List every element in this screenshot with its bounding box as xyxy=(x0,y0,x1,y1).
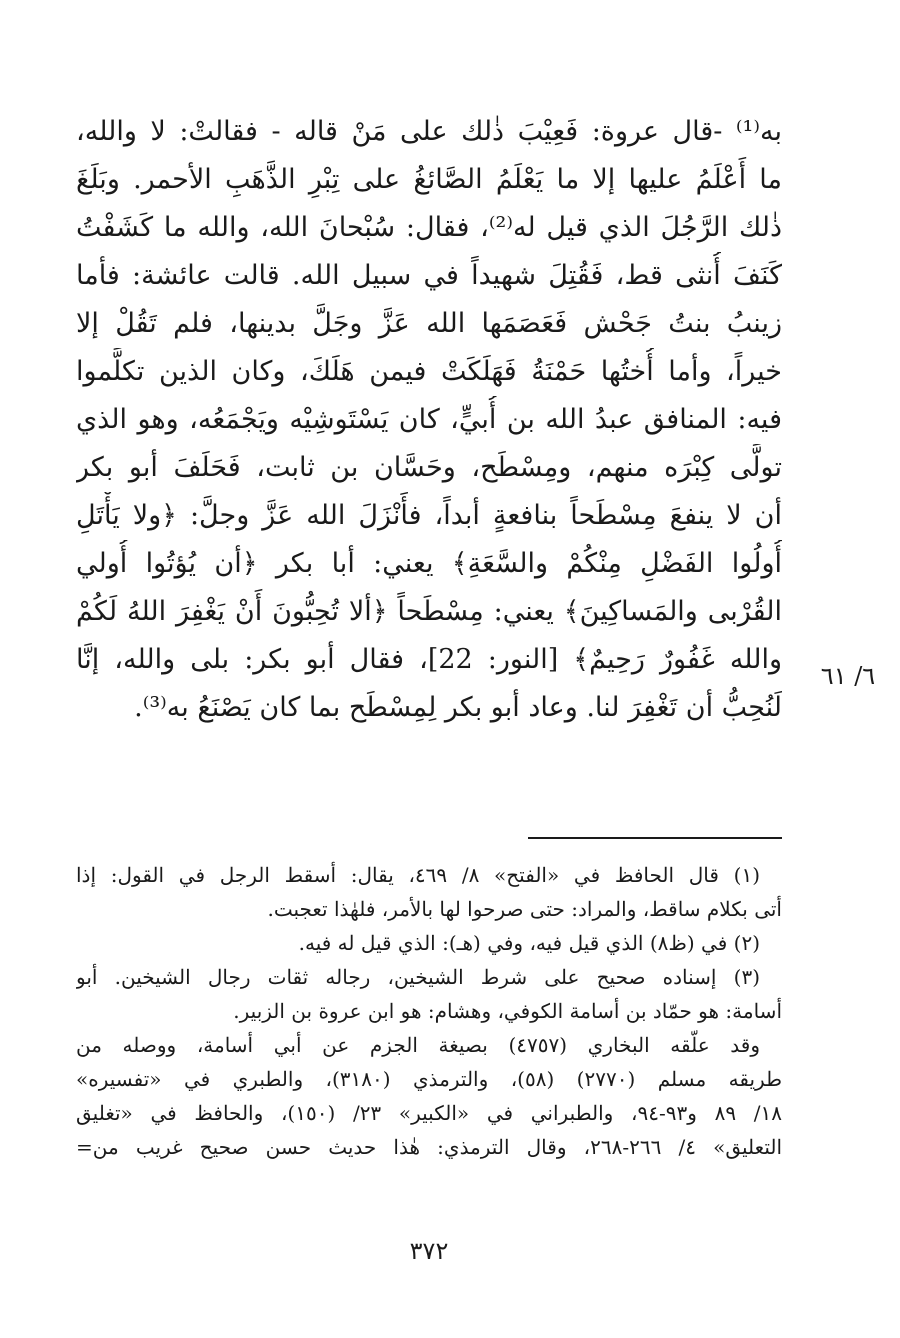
main-text-line: أن لا ينفعَ مِسْطَحاً بنافعةٍ أبداً، فأَنْزَلَ الله عَزَّ وجلَّ: ﴿ولا يَأْتَلِ xyxy=(76,500,782,531)
main-text-line: لَنُحِبُّ أن تَغْفِرَ لنا. وعاد أبو بكر لِمِسْطَح بما كان يَصْنَعُ به⁽³⁾. xyxy=(134,692,782,723)
footnote-separator xyxy=(528,837,782,839)
main-text-line: القُرْبى والمَساكِينَ﴾ يعني: مِسْطَحاً ﴿ألا تُحِبُّونَ أَنْ يَغْفِرَ اللهُ لَكُمْ xyxy=(76,596,782,627)
main-text-line: زينبُ بنتُ جَحْش فَعَصَمَها الله عَزَّ وجَلَّ بدينها، فلم تَقُلْ إلا xyxy=(76,308,782,339)
main-text-body xyxy=(76,108,782,732)
main-text-line: والله غَفُورٌ رَحِيمٌ﴾ [النور: 22]، فقال أبو بكر: بلى والله، إنَّا xyxy=(76,644,782,675)
footnote-line: (١) قال الحافظ في «الفتح» ٨/ ٤٦٩، يقال: أسقط الرجل في القول: إذا xyxy=(76,863,760,887)
footnote-line: ١٨/ ٨٩ و٩٣-٩٤، والطبراني في «الكبير» ٢٣/ (١٥٠)، والحافظ في «تغليق xyxy=(76,1101,782,1125)
main-text-line: كَنَفَ أُنثى قط، فَقُتِلَ شهيداً في سبيل الله. قالت عائشة: فأما xyxy=(76,260,782,291)
footnote-line: التعليق» ٤/ ٢٦٦-٢٦٨، وقال الترمذي: هٰذا حديث حسن صحيح غريب من= xyxy=(76,1135,782,1159)
main-text-line: فيه: المنافق عبدُ الله بن أُبيٍّ، كان يَسْتَوشِيْه ويَجْمَعُه، وهو الذي xyxy=(76,404,782,435)
footnotes xyxy=(76,858,782,1164)
footnote-line: طريقه مسلم (٢٧٧٠) (٥٨)، والترمذي (٣١٨٠)، والطبري في «تفسيره» xyxy=(76,1067,782,1091)
marginal-reference: ٦/ ٦١ xyxy=(820,662,876,690)
footnote-line: أتى بكلام ساقط، والمراد: حتى صرحوا لها بالأمر، فلهٰذا تعجبت. xyxy=(267,897,782,921)
main-text-line: ما أَعْلَمُ عليها إلا ما يَعْلَمُ الصَّائغُ على تِبْرِ الذَّهَبِ الأحمر. وبَلَغَ xyxy=(76,164,782,195)
main-text-line: أُولُوا الفَضْلِ مِنْكُمْ والسَّعَةِ﴾ يعني: أبا بكر ﴿أن يُؤتُوا أُولي xyxy=(76,548,782,579)
footnote-line: وقد علّقه البخاري (٤٧٥٧) بصيغة الجزم عن أبي أسامة، ووصله من xyxy=(76,1033,760,1057)
main-text-line: خيراً، وأما أُختُها حَمْنَةُ فَهَلَكَتْ فيمن هَلَكَ، وكان الذين تكلَّموا xyxy=(76,356,782,387)
main-text-line: ذٰلك الرَّجُلَ الذي قيل له⁽²⁾، فقال: سُبْحانَ الله، والله ما كَشَفْتُ xyxy=(76,212,782,243)
footnote-line: (٣) إسناده صحيح على شرط الشيخين، رجاله ثقات رجال الشيخين. أبو xyxy=(76,965,760,989)
main-text-line: تولَّى كِبْرَه منهم، ومِسْطَح، وحَسَّان بن ثابت، فَحَلَفَ أبو بكر xyxy=(76,452,782,483)
main-text-line: به⁽¹⁾ -قال عروة: فَعِيْبَ ذٰلك على مَنْ قاله - فقالتْ: لا والله، xyxy=(76,116,782,147)
page-number: ٣٧٢ xyxy=(409,1237,449,1265)
footnote-line: أسامة: هو حمّاد بن أسامة الكوفي، وهشام: هو ابن عروة بن الزبير. xyxy=(233,999,782,1023)
footnote-line: (٢) في (ظ٨) الذي قيل فيه، وفي (هـ): الذي قيل له فيه. xyxy=(298,931,760,955)
